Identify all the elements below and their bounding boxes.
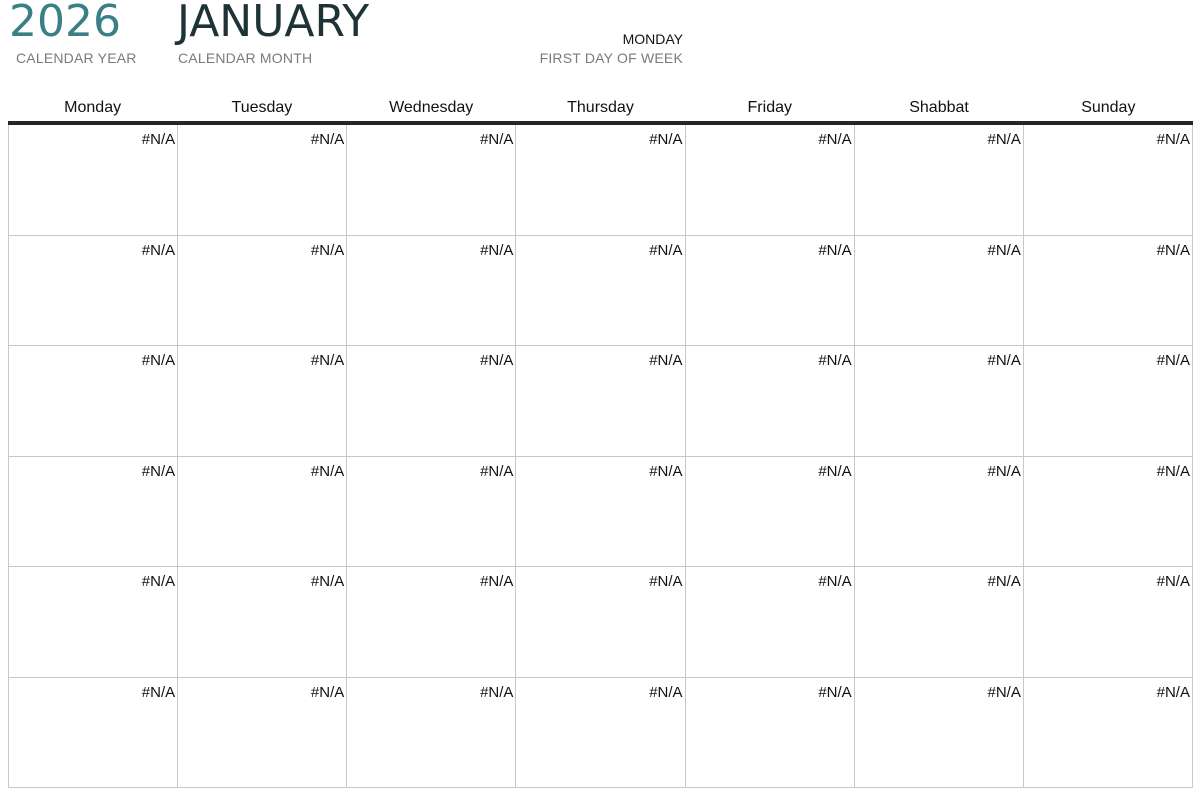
calendar-week-row [8,457,1193,568]
calendar-date-number: #N/A [818,462,852,480]
calendar-date-number: #N/A [480,352,514,369]
calendar-date-number: #N/A [649,241,683,259]
calendar-day-cell[interactable] [1023,236,1193,346]
calendar-date-number: #N/A [310,131,345,148]
calendar-date-number: #N/A [310,683,345,701]
calendar-date-number: #N/A [987,241,1021,259]
day-header-tuesday: Tuesday [231,99,293,116]
calendar-date-number: #N/A [480,683,514,701]
calendar-date-number: #N/A [1156,352,1190,369]
calendar-date-number: #N/A [818,131,852,148]
calendar-day-cell[interactable] [346,457,515,567]
calendar-day-cell[interactable] [1023,567,1193,677]
calendar-day-cell[interactable] [8,346,177,456]
calendar-week-row [8,678,1193,789]
calendar-day-cell[interactable] [1023,457,1193,567]
calendar-day-cell[interactable] [346,236,515,346]
calendar-grid [8,95,1193,788]
calendar-week-row [8,125,1193,236]
calendar-date-number: #N/A [310,573,345,590]
calendar-date-number: #N/A [480,241,514,259]
calendar-date-number: #N/A [141,573,176,590]
calendar-day-cell[interactable] [8,678,177,788]
calendar-date-number: #N/A [649,131,683,148]
calendar-day-cell[interactable] [8,125,177,235]
day-header-shabbat: Shabbat [909,99,969,116]
calendar-date-number: #N/A [480,573,514,590]
calendar-day-cell[interactable] [854,346,1023,456]
calendar-date-number: #N/A [649,462,683,480]
calendar-date-number: #N/A [480,462,514,480]
calendar-date-number: #N/A [141,352,176,369]
calendar-date-number: #N/A [141,683,176,701]
calendar-year[interactable]: 2026 [9,0,121,47]
calendar-date-number: #N/A [987,352,1021,369]
calendar-date-number: #N/A [987,573,1021,590]
calendar-date-number: #N/A [310,352,345,369]
calendar-day-cell[interactable] [515,236,684,346]
calendar-day-cell[interactable] [854,457,1023,567]
calendar-weeks [8,125,1193,788]
calendar-day-cell[interactable] [177,236,346,346]
calendar-day-cell[interactable] [177,346,346,456]
calendar-day-cell[interactable] [177,457,346,567]
calendar-date-number: #N/A [649,683,683,701]
first-day-of-week-label: FIRST DAY OF WEEK [539,50,683,66]
calendar-day-cell[interactable] [685,236,854,346]
calendar-date-number: #N/A [649,573,683,590]
calendar-date-number: #N/A [1156,462,1190,480]
calendar-week-row [8,567,1193,678]
calendar-date-number: #N/A [987,131,1021,148]
calendar-day-cell[interactable] [515,125,684,235]
calendar-day-cell[interactable] [1023,678,1193,788]
calendar-date-number: #N/A [141,241,176,259]
calendar-date-number: #N/A [649,352,683,369]
calendar-date-number: #N/A [818,683,852,701]
calendar-day-cell[interactable] [685,125,854,235]
calendar-month[interactable]: JANUARY [177,0,370,47]
calendar-date-number: #N/A [1156,131,1190,148]
day-header-friday: Friday [747,99,792,116]
calendar-date-number: #N/A [1156,573,1190,590]
calendar-day-cell[interactable] [854,678,1023,788]
calendar-date-number: #N/A [987,683,1021,701]
calendar-day-cell[interactable] [1023,125,1193,235]
calendar-date-number: #N/A [818,352,852,369]
calendar-day-cell[interactable] [346,125,515,235]
day-header-sunday: Sunday [1081,99,1136,116]
calendar-day-cell[interactable] [685,457,854,567]
calendar-month-label: CALENDAR MONTH [178,50,313,66]
calendar-week-row [8,236,1193,347]
calendar-day-cell[interactable] [515,457,684,567]
calendar-date-number: #N/A [141,131,176,148]
calendar-day-cell[interactable] [515,678,684,788]
calendar-day-cell[interactable] [854,236,1023,346]
calendar-date-number: #N/A [1156,241,1190,259]
calendar-day-cell[interactable] [685,567,854,677]
calendar-date-number: #N/A [310,241,345,259]
calendar-date-number: #N/A [141,462,176,480]
calendar-date-number: #N/A [1156,683,1190,701]
calendar-day-cell[interactable] [8,236,177,346]
calendar-day-cell[interactable] [8,457,177,567]
calendar-day-cell[interactable] [685,678,854,788]
calendar-date-number: #N/A [818,573,852,590]
calendar-day-cell[interactable] [346,678,515,788]
day-header-wednesday: Wednesday [389,99,474,116]
calendar-day-cell[interactable] [515,567,684,677]
calendar-day-cell[interactable] [1023,346,1193,456]
calendar-day-cell[interactable] [346,346,515,456]
calendar-date-number: #N/A [987,462,1021,480]
first-day-of-week-value[interactable]: MONDAY [622,31,683,47]
calendar-year-label: CALENDAR YEAR [16,50,137,66]
calendar-week-row [8,346,1193,457]
calendar-day-cell[interactable] [854,567,1023,677]
calendar-day-cell[interactable] [177,125,346,235]
calendar-day-cell[interactable] [177,567,346,677]
calendar-day-cell[interactable] [854,125,1023,235]
calendar-date-number: #N/A [818,241,852,259]
calendar-date-number: #N/A [310,462,345,480]
day-header-monday: Monday [64,99,122,116]
day-header-row [8,95,1193,125]
calendar-date-number: #N/A [480,131,514,148]
calendar-day-cell[interactable] [685,346,854,456]
calendar-day-cell[interactable] [515,346,684,456]
calendar-day-cell[interactable] [177,678,346,788]
calendar-day-cell[interactable] [8,567,177,677]
day-header-thursday: Thursday [567,99,634,116]
calendar-day-cell[interactable] [346,567,515,677]
